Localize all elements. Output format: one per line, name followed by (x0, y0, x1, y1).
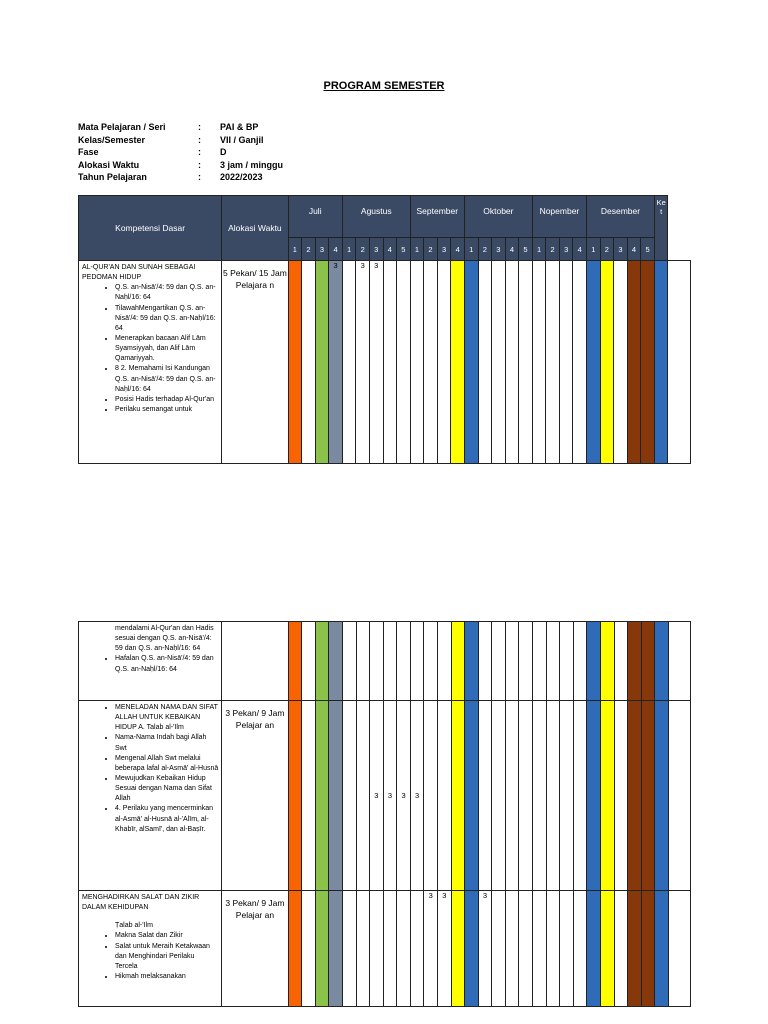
kd-item: • MENELADAN NAMA DAN SIFAT ALLAH UNTUK KEBAIKAN HIDUP A. Talab al-'Ilm (115, 703, 218, 733)
week-cell (410, 891, 424, 1007)
week-cell (492, 701, 506, 891)
week-cell (614, 701, 628, 891)
kd-item: • 4. Perilaku yang mencerminkan al-Asmā' al-Husnā al-'Alīm, al-Khabīr, alSamī', dan al-Baṣīr. (115, 804, 218, 834)
kd-list (82, 283, 218, 415)
week-cell (370, 622, 384, 701)
kd-item: • Perilaku semangat untuk (115, 405, 218, 415)
kd-cell (79, 891, 222, 1007)
week-cell (600, 261, 614, 464)
info-value: 3 jam / minggu (220, 159, 284, 170)
semester-table-page1 (78, 195, 691, 464)
week-cell (560, 891, 574, 1007)
semester-table-page2 (78, 621, 691, 1007)
kd-item: • Makna Salat dan Zikir (115, 931, 218, 941)
header-week-number: 2 (356, 238, 370, 261)
header-week-number: 1 (532, 238, 546, 261)
week-cell (315, 891, 329, 1007)
week-cell (465, 891, 479, 1007)
week-cell (519, 701, 533, 891)
info-label: Kelas/Semester (78, 134, 146, 145)
week-cell (546, 261, 560, 464)
week-cell (329, 622, 343, 701)
week-cell (397, 261, 411, 464)
header-week-number: 4 (505, 238, 519, 261)
header-week-number: 4 (329, 238, 343, 261)
week-cell: 3 (356, 261, 370, 464)
kd-item: • 8 2. Memahami Isi Kandungan Q.S. an-Nisā'/4: 59 dan Q.S. an-Naḥl/16: 64 (115, 364, 218, 394)
header-week-number: 3 (315, 238, 329, 261)
week-cell (519, 891, 533, 1007)
keterangan-cell (668, 622, 690, 701)
week-cell (655, 891, 669, 1007)
week-cell: 3 (424, 891, 438, 1007)
week-cell (573, 891, 587, 1007)
week-cell (397, 622, 411, 701)
week-cell (587, 622, 601, 701)
week-cell (628, 891, 642, 1007)
week-cell (573, 622, 587, 701)
info-colon: : (198, 122, 201, 132)
week-cell (288, 701, 302, 891)
kd-subheading: Ṭalab al-'Ilm (115, 922, 153, 930)
week-cell (288, 622, 302, 701)
kd-list (82, 703, 218, 835)
week-cell (505, 891, 519, 1007)
header-month: Oktober (464, 196, 532, 238)
week-cell (655, 622, 669, 701)
week-cell (505, 701, 519, 891)
info-label: Mata Pelajaran / Seri (78, 122, 166, 132)
info-value: 2022/2023 (220, 172, 263, 182)
week-cell (573, 701, 587, 891)
week-cell (600, 622, 614, 701)
kd-heading: MENGHADIRKAN SALAT DAN ZIKIR DALAM KEHIDUPAN (82, 894, 200, 912)
kd-cell (79, 701, 222, 891)
week-cell (356, 622, 370, 701)
week-cell (614, 891, 628, 1007)
week-cell (628, 622, 642, 701)
week-cell (342, 701, 356, 891)
week-cell: 3 (329, 261, 343, 464)
week-cell: 3 (383, 701, 397, 891)
week-cell (383, 891, 397, 1007)
alokasi-cell: 3 Pekan/ 9 Jam Pelajar an (222, 891, 288, 1007)
header-week-number: 1 (410, 238, 424, 261)
week-cell (342, 891, 356, 1007)
header-keterangan: Ke t (654, 196, 668, 261)
header-week-number: 1 (342, 238, 356, 261)
header-month: Juli (288, 196, 342, 238)
header-week-number: 2 (600, 238, 614, 261)
week-cell (288, 261, 302, 464)
week-cell (505, 622, 519, 701)
week-cell (465, 622, 479, 701)
week-cell (451, 261, 465, 464)
week-cell (424, 701, 438, 891)
week-cell (628, 701, 642, 891)
week-cell (478, 261, 492, 464)
week-cell (451, 701, 465, 891)
info-value: PAI & BP (220, 122, 259, 132)
week-cell (641, 261, 655, 464)
week-cell (655, 701, 669, 891)
info-value: D (220, 147, 227, 157)
week-cell (302, 622, 316, 701)
week-cell (533, 891, 547, 1007)
week-cell (519, 622, 533, 701)
alokasi-cell: 3 Pekan/ 9 Jam Pelajar an (222, 701, 288, 891)
week-cell: 3 (370, 701, 384, 891)
header-week-number: 3 (492, 238, 506, 261)
header-week-number: 5 (641, 238, 655, 261)
header-week-number: 3 (437, 238, 451, 261)
week-cell (654, 261, 668, 464)
week-cell (546, 622, 560, 701)
kd-item: • Posisi Hadis terhadap Al-Qur'an (115, 395, 218, 405)
kd-list (82, 931, 218, 982)
header-month: Agustus (342, 196, 410, 238)
week-cell (546, 891, 560, 1007)
keterangan-cell (668, 891, 690, 1007)
kd-item: • Hafalan Q.S. an-Nisā'/4: 59 dan Q.S. an-Naḥl/16: 64 (115, 654, 218, 674)
info-colon: : (198, 134, 201, 145)
week-cell (560, 701, 574, 891)
kd-item: • Salat untuk Meraih Ketakwaan dan Menghindari Perilaku Tercela (115, 942, 218, 972)
week-cell (492, 891, 506, 1007)
week-cell (478, 622, 492, 701)
header-week-number: 3 (614, 238, 628, 261)
header-week-number: 2 (546, 238, 560, 261)
info-colon: : (198, 159, 201, 170)
header-week-number: 2 (302, 238, 316, 261)
week-cell (533, 622, 547, 701)
week-cell (600, 701, 614, 891)
header-month: Nopember (532, 196, 586, 238)
week-cell (302, 701, 316, 891)
header-month: September (410, 196, 464, 238)
header-week-number: 1 (464, 238, 478, 261)
week-cell: 3 (437, 891, 451, 1007)
header-week-number: 2 (478, 238, 492, 261)
week-cell (383, 261, 397, 464)
header-kompetensi-dasar: Kompetensi Dasar (79, 196, 222, 261)
header-alokasi-waktu: Alokasi Waktu (222, 196, 288, 261)
kd-item: • Mewujudkan Kebaikan Hidup Sesuai dengan Nama dan Sifat Allah (115, 774, 218, 804)
week-cell (614, 261, 628, 464)
alokasi-cell: 5 Pekan/ 15 Jam Pelajara n (222, 261, 288, 464)
week-cell (329, 701, 343, 891)
header-week-number: 5 (397, 238, 411, 261)
header-week-number: 2 (424, 238, 438, 261)
week-cell (315, 261, 329, 464)
week-cell (641, 891, 655, 1007)
kd-item: • Hikmah melaksanakan (115, 972, 218, 982)
week-cell (437, 261, 451, 464)
week-cell: 3 (397, 701, 411, 891)
info-label: Tahun Pelajaran (78, 172, 147, 182)
week-cell (587, 701, 601, 891)
week-cell (356, 891, 370, 1007)
week-cell (288, 891, 302, 1007)
week-cell (437, 622, 451, 701)
kd-item: • Menerapkan bacaan Alif Lām Syamsiyyah, dan Alif Lām Qamariyyah. (115, 334, 218, 364)
week-cell: 3 (369, 261, 383, 464)
week-cell: 3 (410, 701, 424, 891)
header-week-number: 4 (383, 238, 397, 261)
kd-heading: AL-QUR'AN DAN SUNAH SEBAGAI PEDOMAN HIDUP (82, 264, 196, 282)
info-label: Alokasi Waktu (78, 159, 140, 170)
week-cell (437, 701, 451, 891)
kd-item: • Nama-Nama Indah bagi Allah Swt (115, 733, 218, 753)
week-cell (573, 261, 587, 464)
week-cell (397, 891, 411, 1007)
header-week-number: 3 (559, 238, 573, 261)
week-cell (342, 622, 356, 701)
week-cell (315, 701, 329, 891)
info-colon: : (198, 172, 201, 182)
week-cell (641, 701, 655, 891)
kd-item: • Q.S. an-Nisā'/4: 59 dan Q.S. an-Naḥl/16: 64 (115, 283, 218, 303)
week-cell (627, 261, 641, 464)
header-week-number: 3 (369, 238, 383, 261)
kd-item: • Mengenal Allah Swt melalui beberapa lafal al-Asmā' al-Husnā (115, 754, 218, 774)
week-cell (329, 891, 343, 1007)
week-cell (464, 261, 478, 464)
info-value: VII / Ganjil (220, 134, 264, 145)
keterangan-cell (668, 261, 691, 464)
document-title: PROGRAM SEMESTER (323, 80, 445, 92)
week-cell (546, 701, 560, 891)
week-cell (505, 261, 519, 464)
week-cell (559, 261, 573, 464)
week-cell (424, 622, 438, 701)
week-cell (410, 261, 424, 464)
week-cell (315, 622, 329, 701)
week-cell (519, 261, 533, 464)
kd-item: • TilawahMengartikan Q.S. an-Nisā'/4: 59 dan Q.S. an-Naḥl/16: 64 (115, 304, 218, 334)
header-week-number: 4 (573, 238, 587, 261)
kd-list (82, 654, 218, 674)
week-cell (451, 622, 465, 701)
week-cell (614, 622, 628, 701)
week-cell (600, 891, 614, 1007)
alokasi-cell (222, 622, 288, 701)
kd-cell (79, 622, 222, 701)
week-cell (465, 701, 479, 891)
week-cell (560, 622, 574, 701)
week-cell (532, 261, 546, 464)
header-week-number: 4 (627, 238, 641, 261)
week-cell (478, 701, 492, 891)
header-week-number: 1 (587, 238, 601, 261)
header-week-number: 1 (288, 238, 302, 261)
week-cell (302, 891, 316, 1007)
week-cell (641, 622, 655, 701)
header-week-number: 4 (451, 238, 465, 261)
week-cell (492, 261, 506, 464)
week-cell (451, 891, 465, 1007)
week-cell (424, 261, 438, 464)
week-cell (370, 891, 384, 1007)
week-cell (533, 701, 547, 891)
header-month: Desember (587, 196, 655, 238)
week-cell (342, 261, 356, 464)
kd-continued-text: mendalami Al-Qur'an dan Hadis sesuai dengan Q.S. an-Nisā'/4: 59 dan Q.S. an-Naḥl/16: 64 (115, 625, 214, 653)
week-cell: 3 (478, 891, 492, 1007)
week-cell (356, 701, 370, 891)
week-cell (492, 622, 506, 701)
kd-cell (79, 261, 222, 464)
info-colon: : (198, 147, 201, 157)
info-label: Fase (78, 147, 99, 157)
week-cell (587, 891, 601, 1007)
keterangan-cell (668, 701, 690, 891)
week-cell (587, 261, 601, 464)
week-cell (410, 622, 424, 701)
week-cell (383, 622, 397, 701)
week-cell (302, 261, 316, 464)
header-week-number: 5 (519, 238, 533, 261)
